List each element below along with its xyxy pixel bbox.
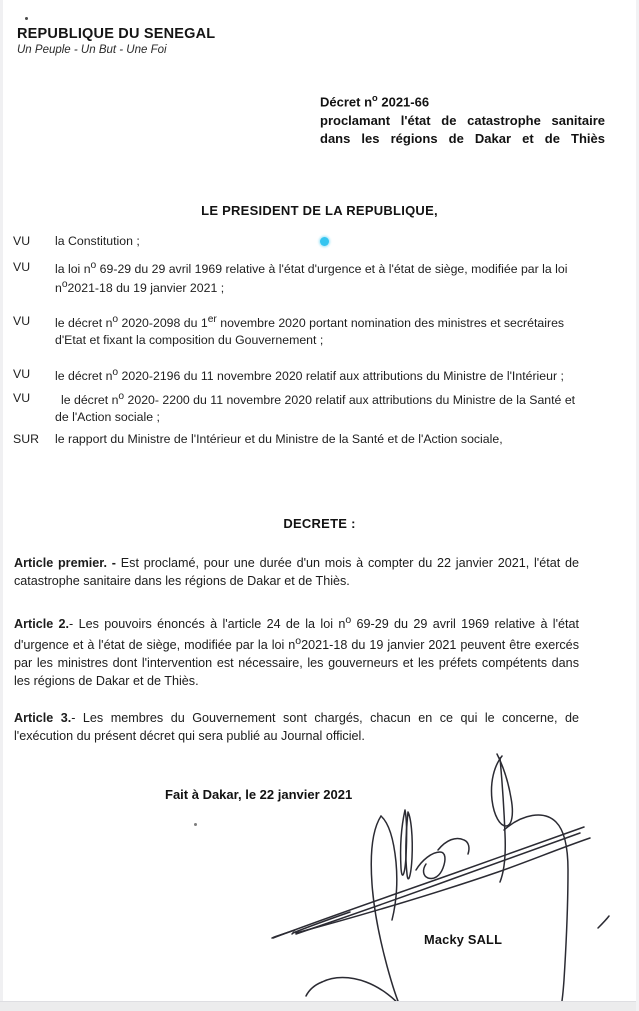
clause-text: le décret $n^o$ 2020-2098 du 1er novembre 2020 portant nomination des ministres et secrétaires d'Etat et fixant la composition du Gouvernement ; <box>55 314 565 348</box>
clause-tag: SUR <box>13 432 39 447</box>
clause-text: le décret $n^o$ 2020- 2200 du 11 novembre 2020 relatif aux attributions du Ministre de la Santé et de l'Action sociale ; <box>55 390 576 424</box>
handwritten-signature <box>250 752 639 1011</box>
clause-tag: VU <box>13 390 31 405</box>
decree-number-superscript: o <box>372 93 378 103</box>
decree-number-line <box>320 92 605 112</box>
article-text: Est proclamé, pour une durée d'un mois à compter du 22 janvier 2021, l'état de catastrophe sanitaire dans les régions de Dakar et de Thiès. <box>14 556 579 589</box>
decree-title-block <box>320 92 605 167</box>
article-text: - Les membres du Gouvernement sont chargés, chacun en ce qui le concerne, de l'exécution du présent décret qui sera publié au Journal officiel. <box>14 711 579 744</box>
article-3 <box>14 709 579 746</box>
national-motto: Un Peuple - Un But - Une Foi <box>17 44 167 56</box>
page-bottom-strip <box>0 1001 639 1011</box>
clause-vu-decret-2200 <box>0 390 639 426</box>
letterhead <box>17 26 215 56</box>
clause-text: le rapport du Ministre de l'Intérieur et du Ministre de la Santé et de l'Action sociale, <box>55 432 503 447</box>
article-label: Article premier. - <box>14 556 121 570</box>
clause-vu-decret-2196 <box>0 366 639 385</box>
clause-vu-decret-2098 <box>0 313 639 349</box>
clause-tag: VU <box>13 234 31 248</box>
clause-tag: VU <box>13 259 31 274</box>
republic-name: REPUBLIQUE DU SENEGAL <box>17 26 216 42</box>
article-text: - Les pouvoirs énoncés à l'article 24 de la loi $n^o$ 69-29 du 29 avril 1969 relative à l'état d'urgence et à l'état de siège, modifiée par la loi $n^o2021-18$ du 19 janvier 2021 peuvent être exercés par les ministres dont l'intervention est nécessaire, les gouverneurs et les préfets compétents dans les régions de Dakar et de Thiès. <box>14 614 579 689</box>
clause-text: le décret $n^o$ 2020-2196 du 11 novembre 2020 relatif aux attributions du Ministre de l'Intérieur ; <box>55 366 564 383</box>
decree-number-prefix: Décret n <box>320 94 373 110</box>
scan-speck-top <box>25 17 28 20</box>
article-2 <box>14 613 579 690</box>
place-and-date: Fait à Dakar, le 22 janvier 2021 <box>165 787 353 802</box>
clause-text: la Constitution ; <box>55 234 140 248</box>
clause-sur-rapport <box>0 431 639 448</box>
article-label: Article 2. <box>14 617 70 632</box>
article-label: Article 3. <box>14 711 72 725</box>
decree-number-value: 2021-66 <box>377 94 430 110</box>
clause-vu-constitution <box>0 233 639 250</box>
scan-speck-signature-area <box>194 823 197 826</box>
clause-tag: VU <box>13 314 31 329</box>
decrete-heading: DECRETE : <box>283 516 356 531</box>
signatory-name: Macky SALL <box>424 932 503 947</box>
preamble-clauses <box>0 233 639 448</box>
clause-tag: VU <box>13 366 31 381</box>
decree-subject: proclamant l'état de catastrophe sanitaire dans les régions de Dakar et de Thiès <box>320 112 605 147</box>
clause-vu-loi-69-29 <box>0 259 639 297</box>
clause-text: la loi $n^o$ 69-29 du 29 avril 1969 relative à l'état d'urgence et à l'état de siège, modifiée par la loi $n^o2021-18$ du 19 janvier 2021 ; <box>55 259 568 295</box>
president-heading: LE PRESIDENT DE LA REPUBLIQUE, <box>201 203 438 218</box>
article-premier <box>14 554 579 591</box>
